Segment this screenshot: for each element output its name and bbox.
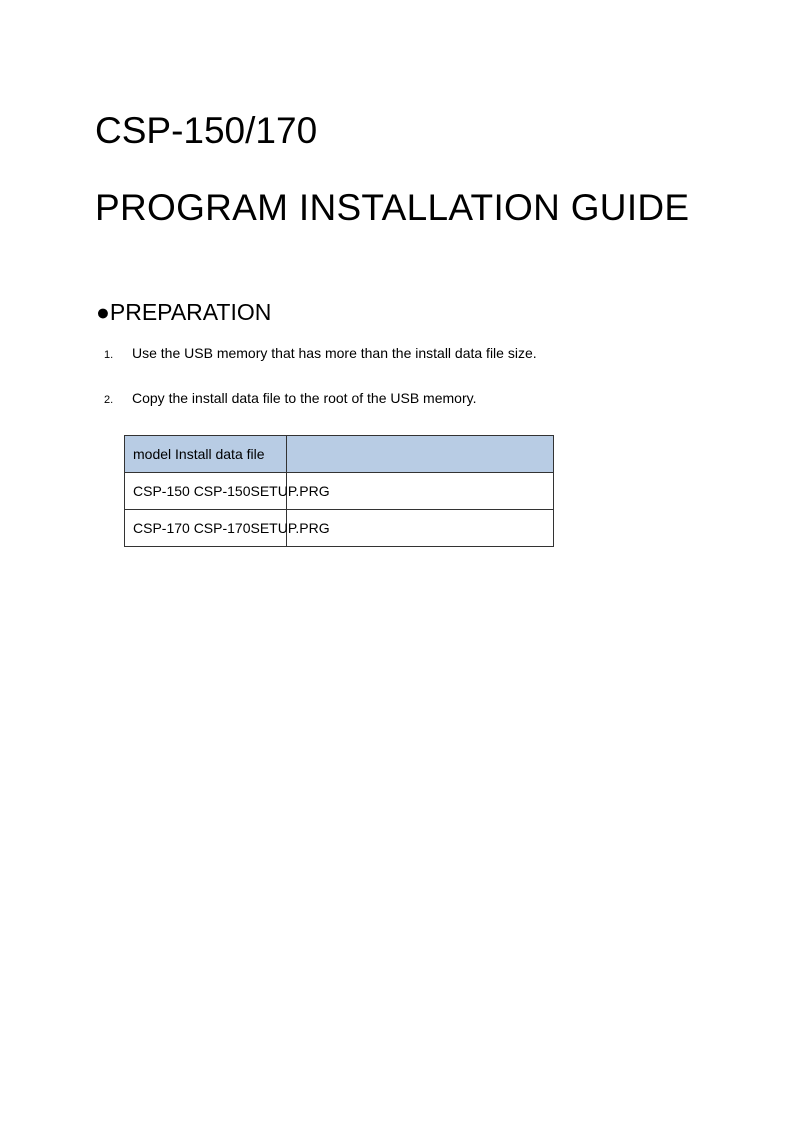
table-cell [125, 473, 330, 510]
table-cell-empty [287, 510, 554, 547]
table-header-cell-empty [287, 436, 554, 473]
table-cell-text: CSP-170 CSP-170SETUP.PRG [133, 520, 330, 536]
table-header-cell [125, 436, 287, 473]
step-number: 2. [104, 394, 114, 406]
table-row [125, 510, 554, 547]
step-item [104, 345, 537, 361]
step-number: 1. [104, 349, 114, 361]
step-text: Use the USB memory that has more than the install data file size. [132, 345, 537, 361]
table-cell-empty [287, 473, 554, 510]
table-row [125, 473, 554, 510]
step-item [104, 390, 476, 406]
step-text: Copy the install data file to the root of the USB memory. [132, 390, 477, 406]
install-file-table [124, 435, 554, 547]
table-header-text: model Install data file [133, 446, 265, 462]
table-cell [125, 510, 330, 547]
section-heading-preparation: ●PREPARATION [96, 299, 272, 325]
document-title-model: CSP-150/170 [95, 110, 318, 151]
table-cell-text: CSP-150 CSP-150SETUP.PRG [133, 483, 330, 499]
table-header-row [125, 436, 554, 473]
document-title: PROGRAM INSTALLATION GUIDE [95, 187, 690, 228]
